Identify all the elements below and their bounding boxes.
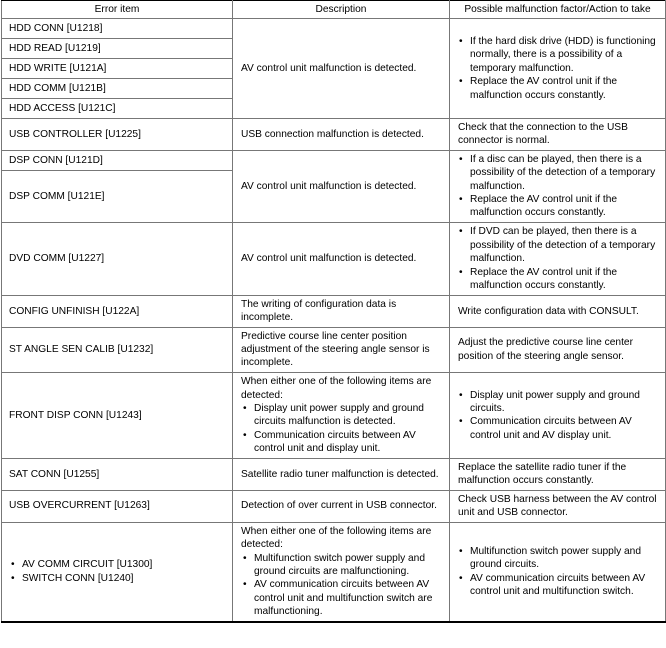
list-item: • SWITCH CONN [U1240] — [9, 572, 228, 585]
list-item: • Display unit power supply and ground circuits malfunction is detected. — [241, 402, 445, 429]
action: Check USB harness between the AV control unit and USB connector. — [450, 490, 666, 522]
list-item: • Replace the AV control unit if the malfunction occurs constantly. — [458, 75, 661, 102]
table-row — [2, 119, 666, 151]
error-item: ST ANGLE SEN CALIB [U1232] — [2, 327, 233, 372]
description — [233, 522, 450, 621]
table-row — [2, 150, 666, 170]
header-row — [2, 1, 666, 19]
list-item: • If the hard disk drive (HDD) is functioning normally, there is a possibility of a temporary malfunction. — [458, 35, 661, 75]
description: AV control unit malfunction is detected. — [233, 150, 450, 222]
table-row — [2, 522, 666, 621]
description: USB connection malfunction is detected. — [233, 119, 450, 151]
description: Detection of over current in USB connector. — [233, 490, 450, 522]
error-item — [2, 522, 233, 621]
list-item: • Multifunction switch power supply and ground circuits. — [458, 545, 661, 572]
description: AV control unit malfunction is detected. — [233, 19, 450, 119]
table-row — [2, 490, 666, 522]
action — [450, 150, 666, 222]
list-item: • Replace the AV control unit if the malfunction occurs constantly. — [458, 266, 661, 293]
error-item: HDD WRITE [U121A] — [2, 59, 233, 79]
description-intro: When either one of the following items are detected: — [241, 525, 432, 551]
action: Replace the satellite radio tuner if the malfunction occurs constantly. — [450, 458, 666, 490]
header-description: Description — [233, 1, 450, 19]
error-item: HDD READ [U1219] — [2, 39, 233, 59]
action — [450, 372, 666, 458]
description: Predictive course line center position adjustment of the steering angle sensor is incomplete. — [233, 327, 450, 372]
error-item: HDD CONN [U1218] — [2, 19, 233, 39]
error-item: CONFIG UNFINISH [U122A] — [2, 295, 233, 327]
action — [450, 19, 666, 119]
list-item: • AV communication circuits between AV control unit and multifunction switch. — [458, 572, 661, 599]
list-item: • Multifunction switch power supply and ground circuits are malfunctioning. — [241, 552, 445, 579]
error-item: DVD COMM [U1227] — [2, 222, 233, 295]
error-code-table — [1, 0, 666, 623]
error-item: HDD COMM [U121B] — [2, 79, 233, 99]
description: AV control unit malfunction is detected. — [233, 222, 450, 295]
list-item: • Replace the AV control unit if the malfunction occurs constantly. — [458, 193, 661, 220]
list-item: • Communication circuits between AV control unit and display unit. — [241, 429, 445, 456]
error-item: HDD ACCESS [U121C] — [2, 99, 233, 119]
error-item: USB CONTROLLER [U1225] — [2, 119, 233, 151]
error-item: DSP CONN [U121D] — [2, 150, 233, 170]
list-item: • Communication circuits between AV control unit and AV display unit. — [458, 415, 661, 442]
error-item: FRONT DISP CONN [U1243] — [2, 372, 233, 458]
error-item: DSP COMM [U121E] — [2, 170, 233, 222]
table-row — [2, 372, 666, 458]
action: Write configuration data with CONSULT. — [450, 295, 666, 327]
list-item: • If DVD can be played, then there is a possibility of the detection of a temporary malfunction. — [458, 225, 661, 265]
header-action: Possible malfunction factor/Action to take — [450, 1, 666, 19]
table-row — [2, 19, 666, 39]
description-intro: When either one of the following items are detected: — [241, 376, 432, 401]
list-item: • If a disc can be played, then there is a possibility of the detection of a temporary malfunction. — [458, 153, 661, 193]
action — [450, 522, 666, 621]
header-error-item: Error item — [2, 1, 233, 19]
table-row — [2, 295, 666, 327]
error-item: SAT CONN [U1255] — [2, 458, 233, 490]
description — [233, 372, 450, 458]
list-item: • AV COMM CIRCUIT [U1300] — [9, 558, 228, 571]
list-item: • AV communication circuits between AV control unit and multifunction switch are malfunctioning. — [241, 578, 445, 618]
action — [450, 222, 666, 295]
description: Satellite radio tuner malfunction is detected. — [233, 458, 450, 490]
list-item: • Display unit power supply and ground circuits. — [458, 389, 661, 416]
table-row — [2, 327, 666, 372]
error-item: USB OVERCURRENT [U1263] — [2, 490, 233, 522]
description: The writing of configuration data is incomplete. — [233, 295, 450, 327]
table-row — [2, 222, 666, 295]
action: Adjust the predictive course line center position of the steering angle sensor. — [450, 327, 666, 372]
table-row — [2, 458, 666, 490]
action: Check that the connection to the USB connector is normal. — [450, 119, 666, 151]
